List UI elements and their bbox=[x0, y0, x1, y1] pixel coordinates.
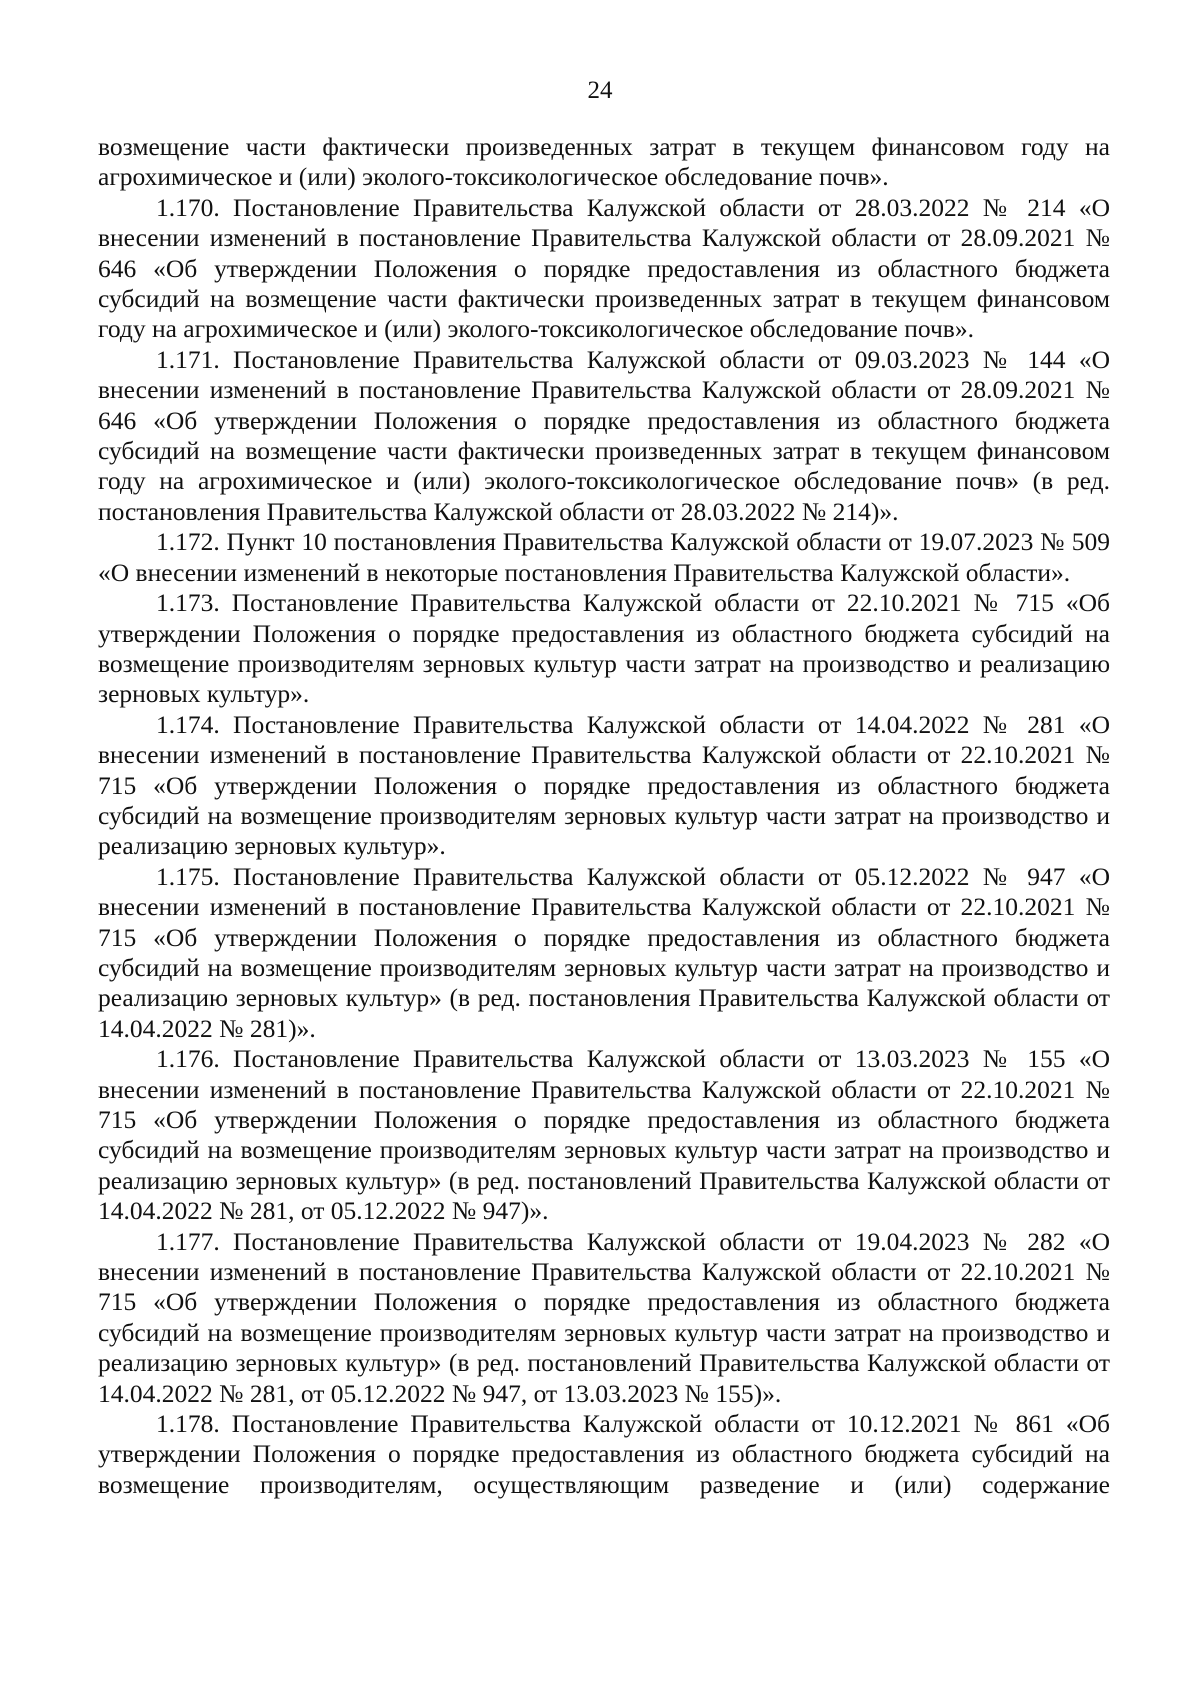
paragraph-1-177: 1.177. Постановление Правительства Калужской области от 19.04.2023 № 282 «О внесении изменений в постановление Правительства Калужской области от 22.10.2021 № 715 «Об утверждении Положения о порядке предоставления из областного бюджета субсидий на возмещение производителям зерновых культур части затрат на производство и реализацию зерновых культур» (в ред. постановлений Правительства Калужской области от 14.04.2022 № 281, от 05.12.2022 № 947, от 13.03.2023 № 155)». bbox=[98, 1226, 1110, 1408]
paragraph-1-174: 1.174. Постановление Правительства Калужской области от 14.04.2022 № 281 «О внесении изменений в постановление Правительства Калужской области от 22.10.2021 № 715 «Об утверждении Положения о порядке предоставления из областного бюджета субсидий на возмещение производителям зерновых культур части затрат на производство и реализацию зерновых культур». bbox=[98, 709, 1110, 861]
page-number: 24 bbox=[587, 77, 613, 104]
paragraph-1-172: 1.172. Пункт 10 постановления Правительства Калужской области от 19.07.2023 № 509 «О внесении изменений в некоторые постановления Правительства Калужской области». bbox=[98, 527, 1110, 587]
paragraph-1-175: 1.175. Постановление Правительства Калужской области от 05.12.2022 № 947 «О внесении изменений в постановление Правительства Калужской области от 22.10.2021 № 715 «Об утверждении Положения о порядке предоставления из областного бюджета субсидий на возмещение производителям зерновых культур части затрат на производство и реализацию зерновых культур» (в ред. постановления Правительства Калужской области от 14.04.2022 № 281)». bbox=[98, 861, 1110, 1043]
paragraph-1-176: 1.176. Постановление Правительства Калужской области от 13.03.2023 № 155 «О внесении изменений в постановление Правительства Калужской области от 22.10.2021 № 715 «Об утверждении Положения о порядке предоставления из областного бюджета субсидий на возмещение производителям зерновых культур части затрат на производство и реализацию зерновых культур» (в ред. постановлений Правительства Калужской области от 14.04.2022 № 281, от 05.12.2022 № 947)». bbox=[98, 1044, 1110, 1226]
document-body bbox=[98, 132, 1110, 1500]
paragraph-1-173: 1.173. Постановление Правительства Калужской области от 22.10.2021 № 715 «Об утверждении Положения о порядке предоставления из областного бюджета субсидий на возмещение производителям зерновых культур части затрат на производство и реализацию зерновых культур». bbox=[98, 588, 1110, 709]
paragraph-1-170: 1.170. Постановление Правительства Калужской области от 28.03.2022 № 214 «О внесении изменений в постановление Правительства Калужской области от 28.09.2021 № 646 «Об утверждении Положения о порядке предоставления из областного бюджета субсидий на возмещение части фактически произведенных затрат в текущем финансовом году на агрохимическое и (или) эколого-токсикологическое обследование почв». bbox=[98, 192, 1110, 344]
paragraph-continuation: возмещение части фактически произведенных затрат в текущем финансовом году на агрохимическое и (или) эколого-токсикологическое обследование почв». bbox=[98, 132, 1110, 192]
paragraph-1-171: 1.171. Постановление Правительства Калужской области от 09.03.2023 № 144 «О внесении изменений в постановление Правительства Калужской области от 28.09.2021 № 646 «Об утверждении Положения о порядке предоставления из областного бюджета субсидий на возмещение части фактически произведенных затрат в текущем финансовом году на агрохимическое и (или) эколого-токсикологическое обследование почв» (в ред. постановления Правительства Калужской области от 28.03.2022 № 214)». bbox=[98, 344, 1110, 526]
paragraph-1-178: 1.178. Постановление Правительства Калужской области от 10.12.2021 № 861 «Об утверждении Положения о порядке предоставления из областного бюджета субсидий на возмещение производителям, осуществляющим разведение и (или) содержание bbox=[98, 1409, 1110, 1499]
